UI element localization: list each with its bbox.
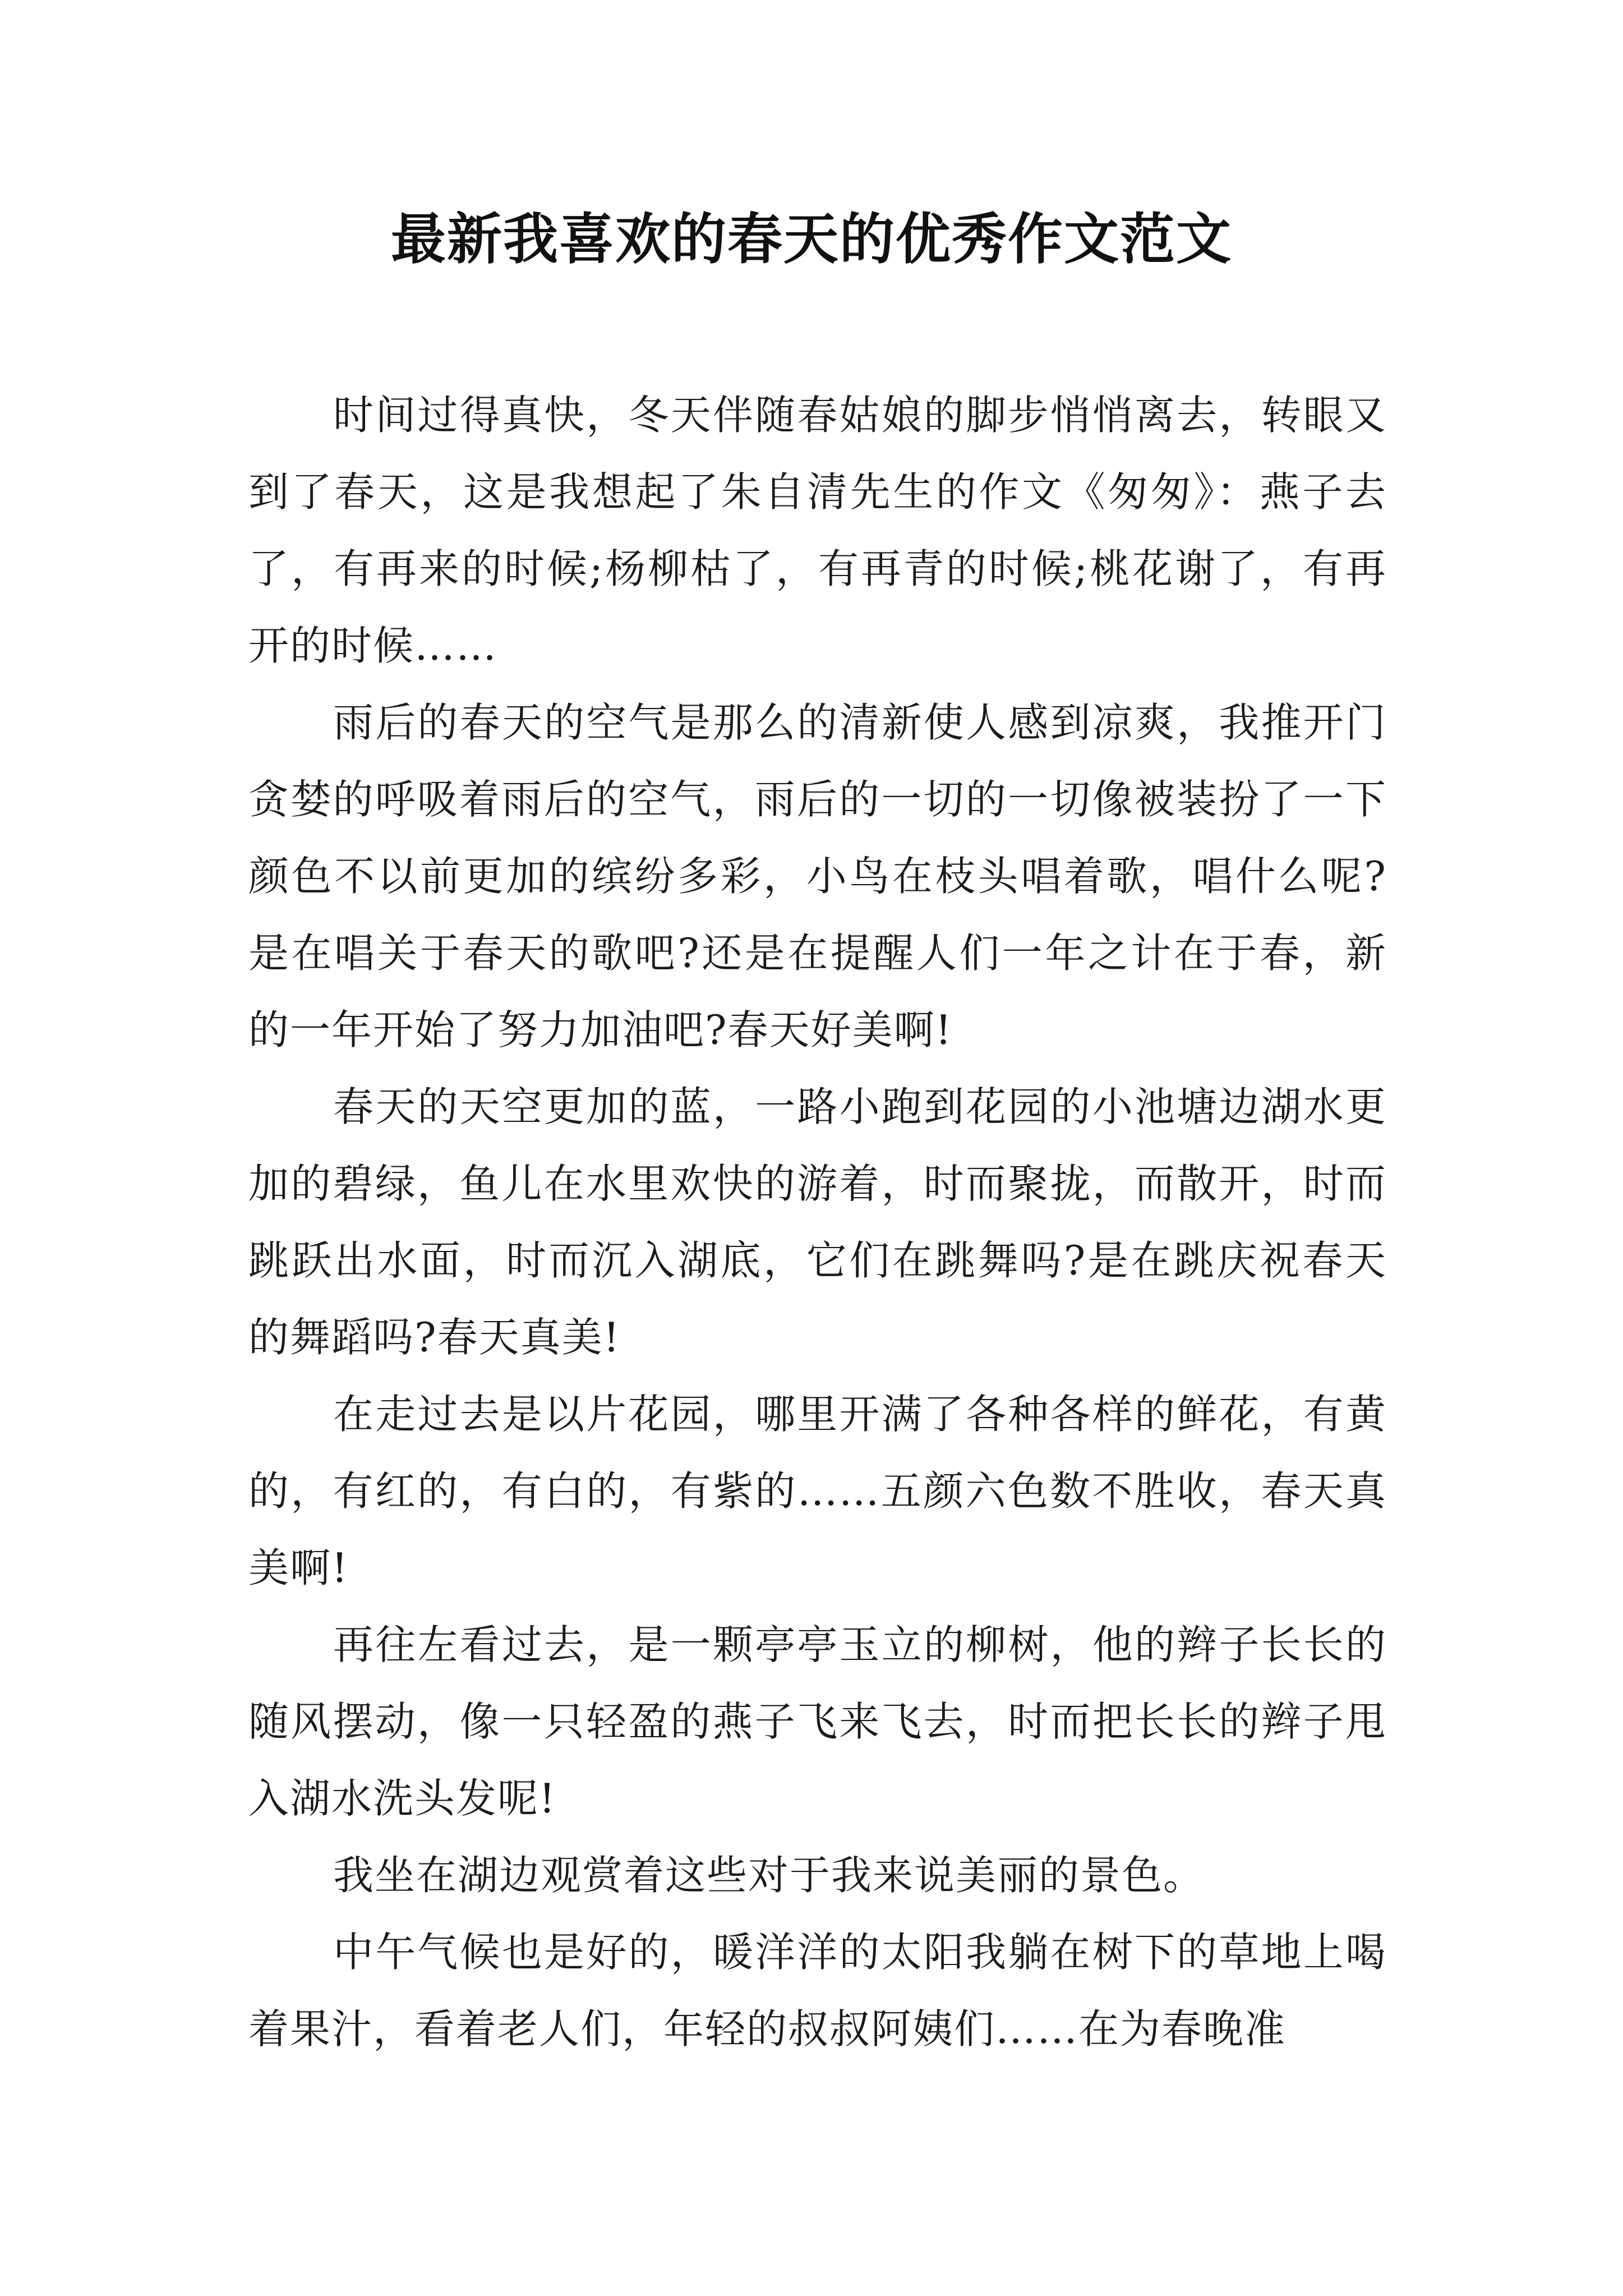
document-title: 最新我喜欢的春天的优秀作文范文 [390, 208, 1232, 272]
document-body [248, 377, 1387, 2068]
paragraph: 在走过去是以片花园，哪里开满了各种各样的鲜花，有黄的，有红的，有白的，有紫的……五颜六色数不胜收，春天真美啊! [248, 1391, 1387, 1591]
paragraph: 再往左看过去，是一颗亭亭玉立的柳树，他的辫子长长的随风摆动，像一只轻盈的燕子飞来飞去，时而把长长的辫子甩入湖水洗头发呢! [248, 1621, 1387, 1822]
paragraph: 我坐在湖边观赏着这些对于我来说美丽的景色。 [333, 1852, 1205, 1899]
paragraph: 雨后的春天的空气是那么的清新使人感到凉爽，我推开门贪婪的呼吸着雨后的空气，雨后的一切的一切像被装扮了一下颜色不以前更加的缤纷多彩，小鸟在枝头唱着歌，唱什么呢?是在唱关于春天的歌吧?还是在提醒人们一年之计在于春，新的一年开始了努力加油吧?春天好美啊! [248, 699, 1387, 1053]
paragraph: 时间过得真快，冬天伴随春姑娘的脚步悄悄离去，转眼又到了春天，这是我想起了朱自清先生的作文《匆匆》：燕子去了，有再来的时候;杨柳枯了，有再青的时候;桃花谢了，有再开的时候…… [248, 392, 1387, 669]
paragraph: 春天的天空更加的蓝，一路小跑到花园的小池塘边湖水更加的碧绿，鱼儿在水里欢快的游着，时而聚拢，而散开，时而跳跃出水面，时而沉入湖底，它们在跳舞吗?是在跳庆祝春天的舞蹈吗?春天真美! [248, 1083, 1387, 1361]
paragraph: 中午气候也是好的，暖洋洋的太阳我躺在树下的草地上喝着果汁，看着老人们，年轻的叔叔阿姨们……在为春晚准 [248, 1929, 1387, 2053]
